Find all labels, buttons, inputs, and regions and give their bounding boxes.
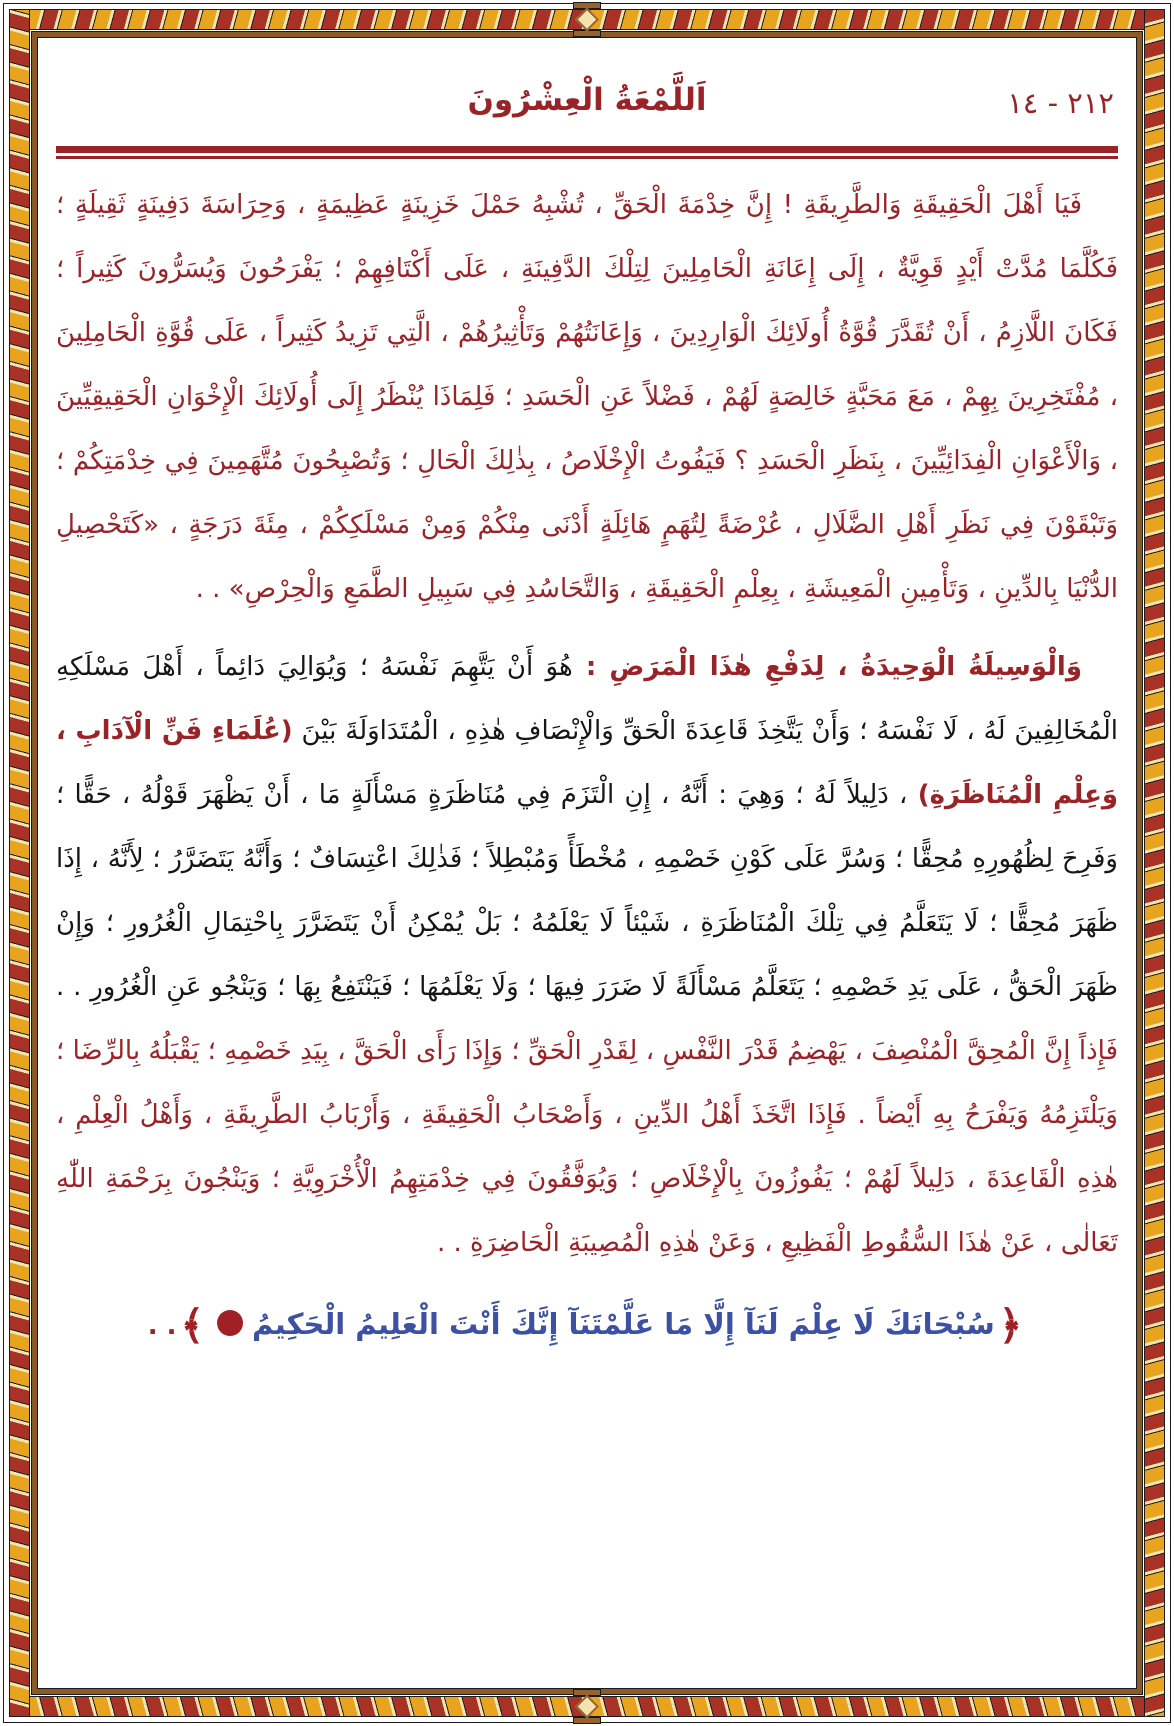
- paragraph-exhortation: فَيَا أَهْلَ الْحَقِيقَةِ وَالطَّرِيقَةِ ! إِنَّ خِدْمَةَ الْحَقِّ ، تُشْبِهُ حَمْلَ خَزِينَةٍ عَظِيمَةٍ ، وَحِرَاسَةَ دَفِينَةٍ ثَقِيلَةٍ ؛ فَكُلَّمَا مُدَّتْ أَيْدٍ قَوِيَّةٌ ، إِلَى إِعَانَةِ الْحَامِلِينَ لِتِلْكَ الدَّفِينَةِ ، عَلَى أَكْتَافِهِمْ ؛ يَفْرَحُونَ وَيُسَرُّونَ كَثِيراً ؛ فَكَانَ اللَّازِمُ ، أَنْ تُقَدَّرَ قُوَّةُ أُولَائِكَ الْوَارِدِينَ ، وَإِعَانَتُهُمْ وَتَأْثِيرُهُمْ ، الَّتِي تَزِيدُ كَثِيراً ، عَلَى قُوَّةِ الْحَامِلِينَ ، مُفْتَخِرِينَ بِهِمْ ، مَعَ مَحَبَّةٍ خَالِصَةٍ لَهُمْ ، فَضْلاً عَنِ الْحَسَدِ ؛ فَلِمَاذَا يُنْظَرُ إِلَى أُولَائِكَ الْإِخْوَانِ الْحَقِيقِيِّينَ ، وَالْأَعْوَانِ الْفِدَائِيِّينَ ، بِنَظَرِ الْحَسَدِ ؟ فَيَفُوتُ الْإِخْلَاصُ ، بِذٰلِكَ الْحَالِ ؛ وَتُصْبِحُونَ مُتَّهَمِينَ فِي خِدْمَتِكُمْ ؛ وَتَبْقَوْنَ فِي نَظَرِ أَهْلِ الضَّلَالِ ، عُرْضَةً لِتُهَمٍ هَائِلَةٍ أَدْنَى مِنْكُمْ وَمِنْ مَسْلَكِكُمْ ، مِئَةَ دَرَجَةٍ ، «كَتَحْصِيلِ الدُّنْيَا بِالدِّينِ ، وَتَأْمِينِ الْمَعِيشَةِ ، بِعِلْمِ الْحَقِيقَةِ ، وَالتَّحَاسُدِ فِي سَبِيلِ الطَّمَعِ وَالْحِرْصِ» . .: [56, 190, 1118, 604]
- header-double-rule: [56, 146, 1118, 159]
- quran-verse-line: [56, 1293, 1118, 1357]
- page-header: [56, 66, 1118, 118]
- page-content: [56, 66, 1118, 1676]
- remedy-parenthetical-phrase: (عُلَمَاءِ فَنِّ الْآدَابِ ، وَعِلْمِ الْمُنَاظَرَةِ): [56, 716, 1118, 810]
- ornate-open-bracket-icon: ﴿: [998, 1303, 1023, 1349]
- remedy-conclusion-red: فَإِذاً إِنَّ الْمُحِقَّ الْمُنْصِفَ ، يَهْضِمُ قَدْرَ النَّفْسِ ، لِقَدْرِ الْحَقِّ ؛ وَإِذَا رَأَى الْحَقَّ ، بِيَدِ خَصْمِهِ ؛ يَقْبَلُهُ بِالرِّضَا ؛ وَيَلْتَزِمُهُ وَيَفْرَحُ بِهِ أَيْضاً . فَإِذَا اتَّخَذَ أَهْلُ الدِّينِ ، وَأَصْحَابُ الْحَقِيقَةِ ، وَأَرْبَابُ الطَّرِيقَةِ ، وَأَهْلُ الْعِلْمِ ، هٰذِهِ الْقَاعِدَةَ ، دَلِيلاً لَهُمْ ؛ يَفُوزُونَ بِالْإِخْلَاصِ ؛ وَيُوَفَّقُونَ فِي خِدْمَتِهِمُ الْأُخْرَوِيَّةِ ؛ وَيَنْجُونَ بِرَحْمَةِ اللّٰهِ تَعَالٰى ، عَنْ هٰذَا السُّقُوطِ الْفَظِيعِ ، وَعَنْ هٰذِهِ الْمُصِيبَةِ الْحَاضِرَةِ . .: [56, 1036, 1118, 1258]
- trailing-dots: . .: [147, 1311, 177, 1341]
- page-title: اَللَّمْعَةُ الْعِشْرُونَ: [467, 82, 707, 118]
- verse-text: سُبْحَانَكَ لَا عِلْمَ لَنَآ إِلَّا مَا عَلَّمْتَنَآ إِنَّكَ أَنْتَ الْعَلِيمُ الْحَكِيمُ: [252, 1307, 995, 1341]
- border-chain-left: [9, 9, 30, 1717]
- ornate-close-bracket-icon: ﴾: [180, 1303, 204, 1349]
- verse-end-rosette-icon: [217, 1310, 243, 1336]
- remedy-text-black-2: ، دَلِيلاً لَهُ ؛ وَهِيَ : أَنَّهُ ، إِنِ الْتَزَمَ فِي مُنَاظَرَةٍ مَسْأَلَةٍ مَا ، أَنْ يَظْهَرَ قَوْلُهُ ، حَقًّا ؛ وَفَرِحَ لِظُهُورِهِ مُحِقًّا ؛ وَسُرَّ عَلَى كَوْنِ خَصْمِهِ ، مُخْطَأً وَمُبْطِلاً ؛ فَذٰلِكَ اعْتِسَافٌ ؛ وَأَنَّهُ يَتَضَرَّرُ ؛ لِأَنَّهُ ، إِذَا ظَهَرَ مُحِقًّا ؛ لَا يَتَعَلَّمُ فِي تِلْكَ الْمُنَاظَرَةِ ، شَيْئاً لَا يَعْلَمُهُ ؛ بَلْ يُمْكِنُ أَنْ يَتَضَرَّرَ بِاحْتِمَالِ الْغُرُورِ ؛ وَإِنْ ظَهَرَ الْحَقُّ ، عَلَى يَدِ خَصْمِهِ ؛ يَتَعَلَّمُ مَسْأَلَةً لَا ضَرَرَ فِيهَا ؛ وَلَا يَعْلَمُهَا ؛ فَيَنْتَفِعُ بِهَا ؛ وَيَنْجُو عَنِ الْغُرُورِ . .: [56, 780, 1118, 1002]
- remedy-lead-phrase: وَالْوَسِيلَةُ الْوَحِيدَةُ ، لِدَفْعِ هٰذَا الْمَرَضِ :: [572, 652, 1082, 682]
- page-number: ٢١٢ - ١٤: [1007, 86, 1114, 120]
- remedy-text-black-1: هُوَ أَنْ يَتَّهِمَ نَفْسَهُ ؛ وَيُوَالِيَ دَائِماً ، أَهْلَ مَسْلَكِهِ الْمُخَالِفِينَ لَهُ ، لَا نَفْسَهُ ؛ وَأَنْ يَتَّخِذَ قَاعِدَةَ الْحَقِّ وَالْإِنْصَافِ هٰذِهِ ، الْمُتَدَاوَلَةَ بَيْنَ: [56, 652, 1118, 746]
- paragraph-remedy: [56, 635, 1118, 1275]
- border-chain-right: [1144, 9, 1165, 1717]
